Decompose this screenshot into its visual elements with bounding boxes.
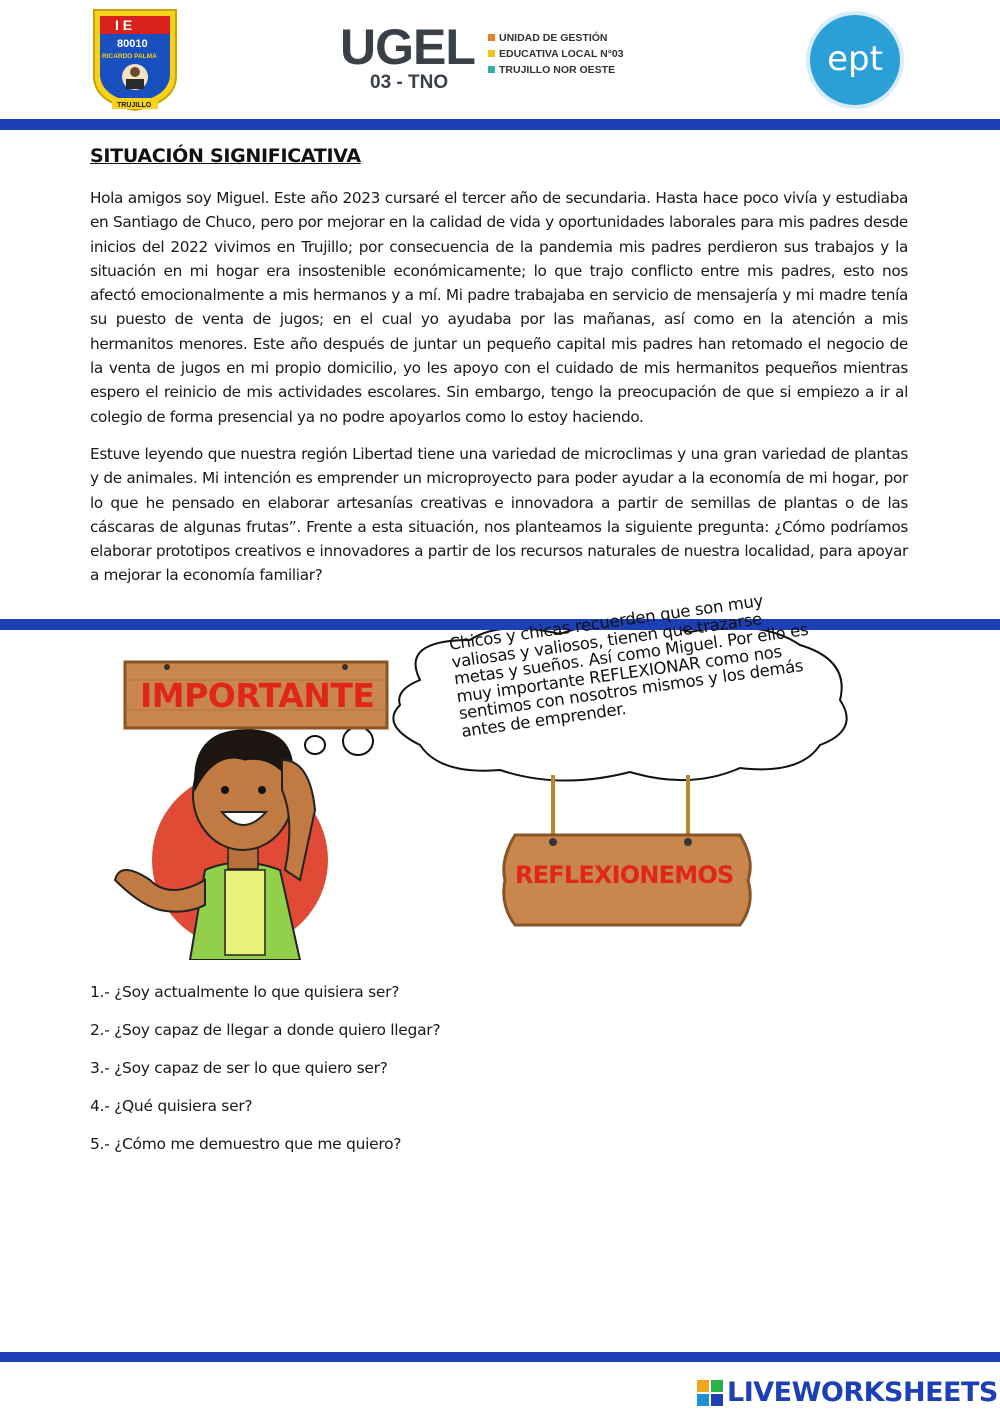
question-4: 4.- ¿Qué quisiera ser? xyxy=(90,1097,253,1115)
reflection-questions xyxy=(90,981,440,1171)
situation-paragraph-1: Hola amigos soy Miguel. Este año 2023 cursaré el tercer año de secundaria. Hasta hace poco vivía y estudiaba en Santiago de Chuco, pero por mejorar en la calidad de vida y oportunidades laborales para mis padres desde inicios del 2022 vivimos en Trujillo; por consecuencia de la pandemia mis padres perdieron sus trabajos y la situación en mi hogar era insostenible económicamente; lo que trajo conflicto entre mis padres, esto nos afectó emocionalmente a mis hermanos y a mí. Mi padre trabajaba en servicio de mensajería y mi madre tenía su puesto de venta de jugos; en el cual yo ayudaba por las mañanas, así como en la atención a mis hermanitos menores. Este año después de juntar un pequeño capital mis padres han retomado el negocio de la venta de jugos en mi propio domicilio, yo les apoyo con el cuidado de mis hermanitos pequeños mientras espero el reinicio de mis actividades escolares. Sin embargo, tengo la preocupación de que si empiezo a ir al colegio de forma presencial ya no podre apoyarlos como lo estoy haciendo. xyxy=(90,189,908,426)
liveworksheets-badge-icon xyxy=(697,1380,723,1406)
liveworksheets-wordmark: LIVEWORKSHEETS xyxy=(727,1377,998,1408)
teal-square-icon xyxy=(488,66,495,73)
question-3: 3.- ¿Soy capaz de ser lo que quiero ser? xyxy=(90,1059,388,1077)
ugel-logo xyxy=(340,19,630,94)
crest-number: 80010 xyxy=(117,38,148,50)
importante-label: IMPORTANTE xyxy=(140,676,375,715)
header-rule xyxy=(0,119,1000,130)
question-1: 1.- ¿Soy actualmente lo que quisiera ser? xyxy=(90,983,400,1001)
crest-name: RICARDO PALMA xyxy=(102,53,157,60)
ugel-line-1: UNIDAD DE GESTIÓN xyxy=(499,32,608,44)
reflexionemos-label: REFLEXIONEMOS xyxy=(515,861,734,889)
ept-logo xyxy=(805,10,905,110)
ugel-line-2: EDUCATIVA LOCAL N°03 xyxy=(499,48,624,60)
ept-text: ept xyxy=(827,39,883,79)
thought-bubble-text: Chicos y chicas recuerden que son muy valiosas y valiosos, tienen que trazarse metas y sueños. Así como Miguel. Por ello es muy importante REFLEXIONAR como nos sentimos con nosotros mismos y los demás antes de emprender. xyxy=(447,590,810,741)
ugel-code: 03 - TNO xyxy=(370,72,449,93)
question-5: 5.- ¿Cómo me demuestro que me quiero? xyxy=(90,1135,402,1153)
crest-city: TRUJILLO xyxy=(117,102,152,109)
ept-circle-icon xyxy=(805,10,905,110)
shield-icon xyxy=(90,6,180,112)
ugel-description xyxy=(488,30,624,78)
ugel-wordmark: UGEL xyxy=(340,19,475,75)
school-crest-logo xyxy=(90,6,180,112)
crest-ie-text: I E xyxy=(115,17,133,33)
sign-chains xyxy=(553,775,688,840)
yellow-square-icon xyxy=(488,50,495,57)
orange-square-icon xyxy=(488,34,495,41)
question-2: 2.- ¿Soy capaz de llegar a donde quiero llegar? xyxy=(90,1021,441,1039)
footer-rule xyxy=(0,1352,1000,1362)
situation-paragraph-2: Estuve leyendo que nuestra región Libertad tiene una variedad de microclimas y una gran variedad de plantas y de animales. Mi intención es emprender un microproyecto para poder ayudar a la economía de mi hogar, por lo que he pensado en elaborar artesanías creativas e innovadora a partir de semillas de plantas o de las cáscaras de algunas frutas”. Frente a esta situación, nos planteamos la siguiente pregunta: ¿Cómo podríamos elaborar prototipos creativos e innovadores a partir de los recursos naturales de nuestra localidad, para apoyar a mejorar la economía familiar? xyxy=(90,445,908,585)
ugel-line-3: TRUJILLO NOR OESTE xyxy=(499,64,616,76)
page-title: SITUACIÓN SIGNIFICATIVA xyxy=(90,145,361,167)
